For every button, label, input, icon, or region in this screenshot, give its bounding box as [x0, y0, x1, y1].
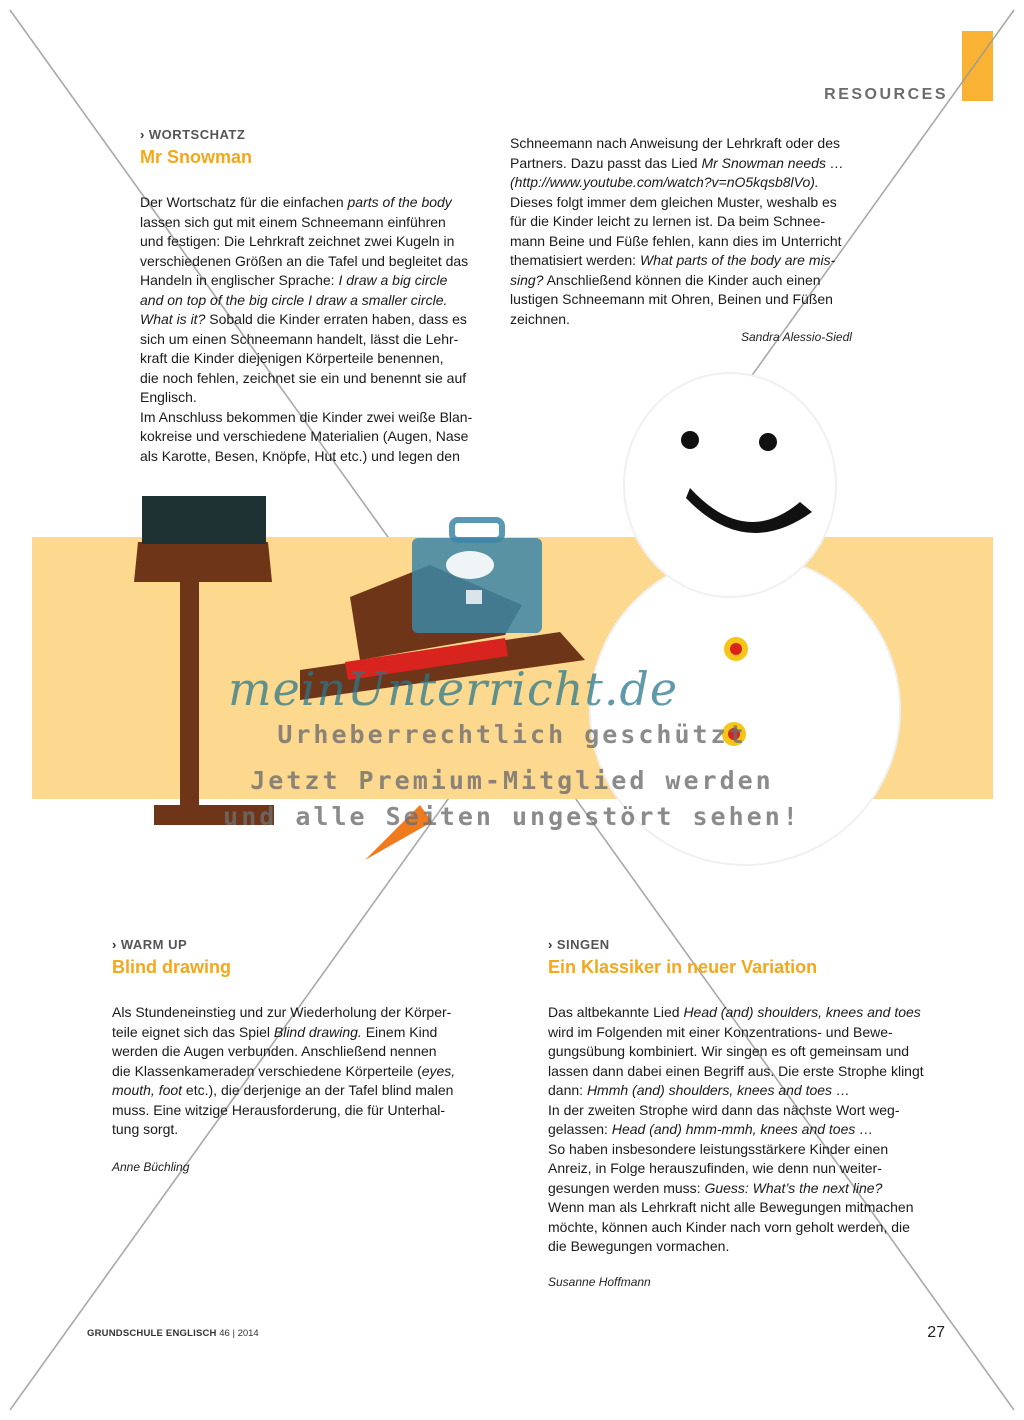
article1-body-left: Der Wortschatz für die einfachen parts of the body lassen sich gut mit einem Schneemann einführen und festigen: Die Lehrkraft zeichnet zwei Kugeln in verschiedenen Größen an die Tafel und begleitet das Handeln in englischer Sprache: I draw a big circle and on top of the big circle I draw a smaller circle. What is it? Sobald die Kinder erraten haben, dass es sich um einen Schneemann handelt, lässt die Lehr- kraft die Kinder diejenigen Körperteile benennen, die noch fehlen, zeichnet sie ein und benennt sie auf Englisch. Im Anschluss bekommen die Kinder zwei weiße Blan- kokreise und verschiedene Materialien (Augen, Nase als Karotte, Besen, Knöpfe, Hut etc.) und legen den: [140, 194, 473, 464]
page-number: 27: [927, 1324, 945, 1341]
article1-kicker: › WORTSCHATZ: [140, 127, 246, 142]
article3-author: Susanne Hoffmann: [548, 1275, 651, 1289]
briefcase-logo-icon: [412, 520, 542, 633]
article1-body-right: Schneemann nach Anweisung der Lehrkraft oder des Partners. Dazu passt das Lied Mr Snowman needs … (http://www.youtube.com/watch?v=nO5kqsb8lVo). Dieses folgt immer dem gleichen Muster, weshalb es für die Kinder leicht zu lernen ist. Da beim Schnee- mann Beine und Füße fehlen, kann dies im Unterricht thematisiert werden: What parts of the body are mis- sing? Anschließend können die Kinder auch einen lustigen Schneemann mit Ohren, Beinen und Füßen zeichnen.: [510, 135, 844, 327]
article2-author: Anne Büchling: [112, 1160, 190, 1174]
article1-title: Mr Snowman: [140, 147, 253, 167]
article2-kicker-text: WARM UP: [120, 937, 188, 952]
article3-title: Ein Klassiker in neuer Variation: [548, 957, 818, 977]
article3-body: Das altbekannte Lied Head (and) shoulders, knees and toes wird im Folgenden mit einer Konzentrations- und Bewe- gungsübung kombiniert. Wir singen es oft gemeinsam und lassen dann dabei einen Begriff aus. Die erste Strophe klingt dann: Hmmh (and) shoulders, knees and toes … In der zweiten Strophe wird dann das nächste Wort weg- gelassen: Head (and) hmm-mmh, knees and toes … So haben insbesondere leistungsstärkere Kinder einen Anreiz, in Folge herauszufinden, wie denn nun weiter- gesungen werden muss: Guess: What’s the next line? Wenn man als Lehrkraft nicht alle Bewegungen mitmachen möchte, können auch Kinder nach vorn geholt werden, die die Bewegungen vormachen.: [548, 1004, 924, 1254]
watermark-line-1: Urheberrechtlich geschützt: [277, 720, 747, 749]
watermark-logo: meinUnterricht.de: [228, 662, 679, 716]
article2-body: Als Stundeneinstieg und zur Wiederholung der Körper- teile eignet sich das Spiel Blind drawing. Einem Kind werden die Augen verbunden. Anschließend nennen die Klassenkameraden verschiedene Körperteile (eyes, mouth, foot etc.), die derjenige an der Tafel blind malen muss. Eine witzige Herausforderung, die für Unterhal- tung sorgt.: [112, 1004, 456, 1137]
article2-title: Blind drawing: [112, 957, 231, 977]
article3-kicker-text: SINGEN: [556, 937, 610, 952]
footer-magazine-name: GRUNDSCHULE ENGLISCH: [87, 1328, 217, 1339]
watermark-line-3: und alle Seiten ungestört sehen!: [223, 802, 801, 831]
article3-kicker: › SINGEN: [548, 937, 610, 952]
article1-kicker-text: WORTSCHATZ: [148, 127, 246, 142]
article2-kicker: › WARM UP: [112, 937, 188, 952]
watermark-line-2: Jetzt Premium-Mitglied werden: [250, 766, 774, 795]
section-label: RESOURCES: [824, 86, 948, 103]
article1-author: Sandra Alessio-Siedl: [741, 330, 852, 344]
footer-issue: 46 | 2014: [219, 1328, 259, 1339]
footer-magazine: [87, 1328, 259, 1339]
